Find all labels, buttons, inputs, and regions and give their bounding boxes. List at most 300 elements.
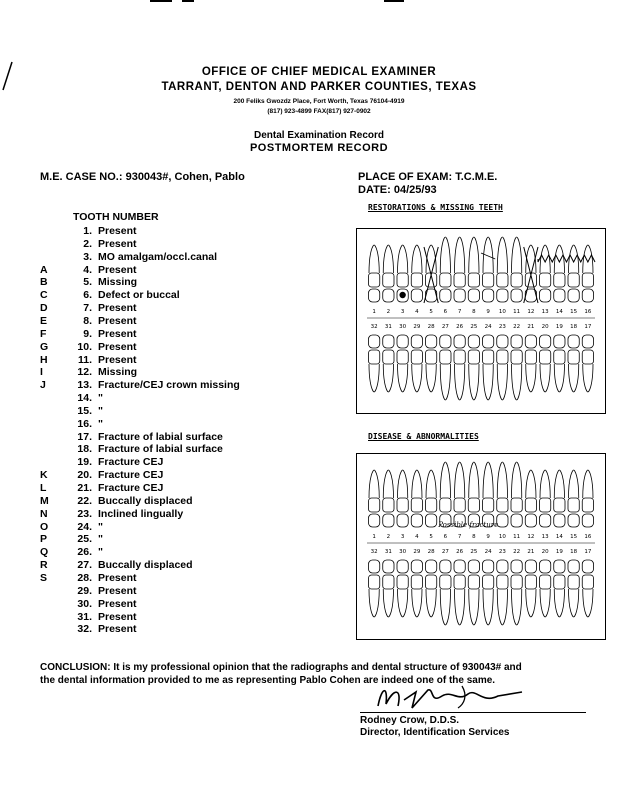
upper-tooth-root (583, 245, 593, 273)
exam-date (358, 184, 437, 196)
upper-tooth-crown (411, 498, 422, 512)
lower-tooth-crown (568, 575, 579, 589)
upper-tooth-crown (483, 498, 494, 512)
lower-tooth-number: 23 (498, 324, 506, 330)
upper-tooth-root (469, 462, 479, 498)
lower-occlusal (483, 560, 494, 573)
upper-tooth-number: 11 (513, 534, 521, 540)
lower-tooth-root (583, 364, 593, 392)
lower-tooth-root (483, 364, 493, 400)
tooth-description: " (98, 533, 103, 546)
upper-tooth-crown (468, 498, 479, 512)
upper-tooth-number: 14 (555, 534, 563, 540)
tooth-description: Present (98, 353, 137, 366)
tooth-number: 6. (83, 289, 92, 302)
tooth-number: 23. (77, 507, 92, 520)
upper-tooth-crown (554, 273, 565, 287)
tooth-description: Present (98, 597, 137, 610)
upper-tooth-root (569, 470, 579, 498)
lower-occlusal (582, 335, 593, 348)
office-title: OFFICE OF CHIEF MEDICAL EXAMINER (201, 66, 437, 78)
tooth-description: Present (98, 610, 137, 623)
tooth-description: " (98, 417, 103, 430)
lower-tooth-root (583, 589, 593, 617)
upper-tooth-number: 4 (415, 309, 419, 315)
upper-tooth-number: 1 (372, 534, 376, 540)
upper-tooth-root (455, 237, 465, 273)
tooth-number: 28. (77, 571, 92, 584)
upper-occlusal (497, 289, 508, 302)
upper-tooth-root (483, 237, 493, 273)
lower-tooth-crown (397, 575, 408, 589)
lower-tooth-number: 20 (541, 549, 549, 555)
lower-tooth-crown (582, 350, 593, 364)
tooth-number: 24. (77, 520, 92, 533)
tooth-description: " (98, 404, 103, 417)
disease-title: DISEASE & ABNORMALITIES (368, 432, 479, 441)
date-value: 04/25/93 (393, 184, 437, 196)
lower-tooth-number: 20 (541, 324, 549, 330)
tooth-number: 4. (83, 263, 92, 276)
lower-tooth-crown (454, 575, 465, 589)
upper-tooth-root (412, 245, 422, 273)
upper-tooth-root (426, 470, 436, 498)
upper-tooth-number: 3 (400, 309, 405, 315)
upper-tooth-number: 15 (570, 534, 578, 540)
upper-tooth-number: 9 (486, 309, 490, 315)
tooth-letter: F (40, 327, 47, 340)
tooth-description: Present (98, 314, 137, 327)
upper-tooth-root (583, 470, 593, 498)
upper-tooth-number: 11 (513, 309, 521, 315)
upper-tooth-crown (568, 273, 579, 287)
tooth-number: 7. (83, 302, 92, 315)
lower-occlusal (568, 335, 579, 348)
lower-tooth-crown (426, 350, 437, 364)
upper-tooth-number: 7 (457, 309, 462, 315)
lower-tooth-crown (468, 575, 479, 589)
upper-tooth-number: 12 (527, 534, 535, 540)
lower-tooth-crown (497, 350, 508, 364)
tooth-description: Present (98, 263, 137, 276)
lower-tooth-root (440, 364, 450, 400)
upper-tooth-crown (440, 498, 451, 512)
date-label: DATE: (358, 184, 391, 196)
lower-tooth-crown (525, 350, 536, 364)
restorations-chart (356, 228, 606, 414)
upper-tooth-number: 8 (472, 309, 476, 315)
lower-occlusal (383, 560, 394, 573)
tooth-letter: K (40, 469, 48, 482)
upper-occlusal (426, 514, 437, 527)
tooth-number: 3. (83, 250, 92, 263)
upper-occlusal (468, 289, 479, 302)
upper-tooth-root (369, 245, 379, 273)
upper-tooth-number: 10 (498, 534, 506, 540)
upper-occlusal (582, 514, 593, 527)
tooth-description: Present (98, 302, 137, 315)
tooth-description: Present (98, 571, 137, 584)
lower-tooth-root (455, 589, 465, 625)
upper-tooth-root (369, 470, 379, 498)
lower-tooth-crown (554, 350, 565, 364)
lower-tooth-crown (540, 350, 551, 364)
lower-tooth-root (469, 589, 479, 625)
upper-tooth-crown (511, 273, 522, 287)
lower-tooth-root (455, 364, 465, 400)
lower-tooth-crown (369, 575, 380, 589)
upper-tooth-crown (554, 498, 565, 512)
upper-tooth-crown (468, 273, 479, 287)
upper-tooth-number: 13 (541, 309, 549, 315)
lower-tooth-number: 27 (441, 549, 449, 555)
lower-tooth-crown (426, 575, 437, 589)
lower-tooth-root (526, 364, 536, 392)
case-label: M.E. CASE NO.: (40, 171, 123, 183)
upper-occlusal (383, 514, 394, 527)
tooth-description: Inclined lingually (98, 507, 184, 520)
lower-tooth-number: 17 (584, 549, 592, 555)
tooth-description: Missing (98, 366, 138, 379)
scan-mark-top (384, 0, 404, 2)
tooth-description: Present (98, 584, 137, 597)
lower-occlusal (540, 560, 551, 573)
lower-tooth-number: 27 (441, 324, 449, 330)
lower-occlusal (582, 560, 593, 573)
lower-tooth-number: 29 (413, 324, 421, 330)
upper-tooth-root (440, 462, 450, 498)
tooth-letter: J (40, 379, 46, 392)
tooth-description: Buccally displaced (98, 559, 193, 572)
lower-tooth-root (483, 589, 493, 625)
tooth-letter: M (40, 494, 49, 507)
tooth-description: Fracture CEJ (98, 469, 164, 482)
upper-tooth-root (512, 237, 522, 273)
lower-tooth-number: 28 (427, 549, 435, 555)
lower-tooth-number: 22 (513, 324, 521, 330)
tooth-description: " (98, 546, 103, 559)
signature-scrawl (372, 682, 532, 714)
upper-tooth-root (554, 245, 564, 273)
lower-tooth-crown (397, 350, 408, 364)
lower-tooth-number: 30 (399, 324, 407, 330)
upper-tooth-number: 14 (555, 309, 563, 315)
lower-occlusal (554, 335, 565, 348)
lower-tooth-root (554, 364, 564, 392)
upper-occlusal (454, 289, 465, 302)
tooth-number: 9. (83, 327, 92, 340)
lower-tooth-crown (483, 350, 494, 364)
lower-occlusal (511, 560, 522, 573)
lower-tooth-root (512, 589, 522, 625)
lower-tooth-crown (540, 575, 551, 589)
lower-tooth-crown (582, 575, 593, 589)
lower-tooth-number: 31 (384, 549, 392, 555)
lower-tooth-root (440, 589, 450, 625)
tooth-description: Present (98, 340, 137, 353)
upper-tooth-crown (582, 273, 593, 287)
upper-tooth-crown (511, 498, 522, 512)
lower-tooth-number: 28 (427, 324, 435, 330)
upper-tooth-number: 3 (400, 534, 405, 540)
tooth-number: 17. (77, 430, 92, 443)
lower-tooth-root (469, 364, 479, 400)
lower-occlusal (468, 560, 479, 573)
tooth-number: 8. (83, 314, 92, 327)
tooth-number: 18. (77, 443, 92, 456)
lower-tooth-root (398, 589, 408, 617)
amalgam-mark (399, 292, 405, 298)
upper-tooth-crown (411, 273, 422, 287)
lower-tooth-root (383, 589, 393, 617)
lower-tooth-number: 25 (470, 549, 478, 555)
tooth-number: 13. (77, 379, 92, 392)
upper-tooth-root (497, 462, 507, 498)
scan-mark-top (150, 0, 172, 2)
upper-occlusal (497, 514, 508, 527)
upper-tooth-number: 6 (443, 534, 448, 540)
tooth-number: 27. (77, 559, 92, 572)
lower-occlusal (440, 335, 451, 348)
upper-tooth-crown (497, 273, 508, 287)
tooth-description: Present (98, 237, 137, 250)
place-label: PLACE OF EXAM: (358, 171, 453, 183)
upper-tooth-crown (540, 498, 551, 512)
upper-occlusal (568, 514, 579, 527)
lower-tooth-root (497, 589, 507, 625)
upper-tooth-root (540, 245, 550, 273)
lower-tooth-number: 24 (484, 324, 492, 330)
tooth-letter: G (40, 340, 49, 353)
upper-tooth-root (554, 470, 564, 498)
upper-tooth-crown (440, 273, 451, 287)
upper-tooth-number: 1 (372, 309, 376, 315)
lower-occlusal (454, 335, 465, 348)
lower-tooth-root (526, 589, 536, 617)
upper-tooth-root (398, 245, 408, 273)
tooth-letter: S (40, 571, 48, 584)
lower-tooth-number: 26 (456, 324, 464, 330)
lower-occlusal (468, 335, 479, 348)
lower-occlusal (397, 560, 408, 573)
tooth-number: 21. (77, 482, 92, 494)
case-value: 930043#, Cohen, Pablo (125, 171, 245, 183)
record-type: Dental Examination Record (253, 130, 385, 141)
lower-tooth-root (412, 589, 422, 617)
missing-tooth-cross (424, 247, 438, 303)
tooth-number: 29. (77, 584, 92, 597)
upper-tooth-number: 5 (429, 534, 433, 540)
upper-tooth-number: 2 (386, 534, 391, 540)
lower-occlusal (411, 560, 422, 573)
upper-tooth-number: 16 (584, 534, 592, 540)
upper-tooth-number: 12 (527, 309, 535, 315)
upper-tooth-crown (582, 498, 593, 512)
upper-tooth-crown (540, 273, 551, 287)
lower-tooth-number: 32 (370, 549, 378, 555)
tooth-description: Defect or buccal (98, 289, 180, 302)
tooth-number: 11. (77, 353, 92, 366)
tooth-letter: C (40, 289, 48, 302)
upper-occlusal (369, 514, 380, 527)
lower-tooth-number: 23 (498, 549, 506, 555)
lower-occlusal (554, 560, 565, 573)
upper-tooth-number: 5 (429, 309, 433, 315)
tooth-number: 19. (77, 456, 92, 469)
conclusion-line-1: CONCLUSION: It is my professional opinion that the radiographs and dental structure of 930043# and (40, 662, 522, 673)
tooth-letter: E (40, 314, 48, 327)
upper-tooth-crown (369, 498, 380, 512)
tooth-description: Buccally displaced (98, 494, 193, 507)
lower-occlusal (454, 560, 465, 573)
lower-tooth-crown (525, 575, 536, 589)
tooth-letter: Q (40, 546, 49, 559)
lower-tooth-crown (440, 350, 451, 364)
upper-tooth-root (540, 470, 550, 498)
lower-tooth-root (383, 364, 393, 392)
upper-tooth-crown (383, 273, 394, 287)
lower-tooth-root (569, 364, 579, 392)
tooth-letter: H (40, 353, 48, 366)
upper-occlusal (582, 289, 593, 302)
fracture-mark (538, 255, 595, 262)
upper-tooth-number: 13 (541, 534, 549, 540)
tooth-number: 31. (77, 610, 92, 623)
tooth-letter: L (40, 482, 47, 494)
lower-occlusal (426, 335, 437, 348)
upper-tooth-root (412, 470, 422, 498)
lower-occlusal (426, 560, 437, 573)
lower-occlusal (525, 560, 536, 573)
upper-occlusal (511, 514, 522, 527)
upper-tooth-root (440, 237, 450, 273)
tooth-number: 16. (77, 417, 92, 430)
lower-tooth-root (426, 589, 436, 617)
tooth-number: 15. (77, 404, 92, 417)
tooth-description: " (98, 392, 103, 405)
lower-tooth-crown (511, 350, 522, 364)
tooth-letter: B (40, 276, 48, 289)
tooth-number: 20. (77, 469, 92, 482)
place-value: T.C.M.E. (455, 171, 498, 183)
tooth-description: Fracture of labial surface (98, 430, 223, 443)
tooth-number: 14. (77, 392, 92, 405)
upper-tooth-crown (454, 498, 465, 512)
tooth-description: Fracture CEJ (98, 456, 164, 469)
upper-tooth-number: 9 (486, 534, 490, 540)
upper-occlusal (383, 289, 394, 302)
lower-occlusal (397, 335, 408, 348)
lower-occlusal (497, 335, 508, 348)
lower-tooth-root (412, 364, 422, 392)
tooth-letter: R (40, 559, 48, 572)
restorations-title: RESTORATIONS & MISSING TEETH (368, 203, 503, 212)
upper-occlusal (369, 289, 380, 302)
signer-name: Rodney Crow, D.D.S. (360, 715, 460, 726)
upper-tooth-root (383, 245, 393, 273)
lower-tooth-crown (369, 350, 380, 364)
upper-tooth-crown (525, 498, 536, 512)
lower-tooth-crown (411, 575, 422, 589)
upper-tooth-root (469, 237, 479, 273)
upper-tooth-number: 16 (584, 309, 592, 315)
upper-occlusal (554, 289, 565, 302)
lower-occlusal (483, 335, 494, 348)
lower-tooth-number: 26 (456, 549, 464, 555)
lower-tooth-crown (468, 350, 479, 364)
lower-tooth-crown (383, 350, 394, 364)
lower-tooth-root (497, 364, 507, 400)
upper-occlusal (411, 289, 422, 302)
lower-occlusal (369, 560, 380, 573)
lower-tooth-crown (383, 575, 394, 589)
lower-tooth-root (554, 589, 564, 617)
lower-tooth-number: 17 (584, 324, 592, 330)
tooth-number: 5. (83, 276, 92, 289)
tooth-description: Fracture/CEJ crown missing (98, 379, 240, 392)
lower-occlusal (497, 560, 508, 573)
scan-mark-top (182, 0, 194, 2)
tooth-number: 1. (83, 225, 92, 237)
tooth-description: Fracture of labial surface (98, 443, 223, 456)
tooth-letter: A (40, 263, 48, 276)
lower-tooth-number: 19 (555, 549, 563, 555)
lower-tooth-root (426, 364, 436, 392)
upper-tooth-crown (497, 498, 508, 512)
upper-occlusal (568, 289, 579, 302)
upper-tooth-number: 2 (386, 309, 391, 315)
lower-tooth-number: 29 (413, 549, 421, 555)
upper-tooth-crown (426, 498, 437, 512)
lower-tooth-crown (554, 575, 565, 589)
upper-tooth-crown (383, 498, 394, 512)
upper-tooth-number: 15 (570, 309, 578, 315)
upper-tooth-root (512, 462, 522, 498)
lower-occlusal (383, 335, 394, 348)
lower-tooth-root (369, 589, 379, 617)
upper-tooth-crown (397, 273, 408, 287)
upper-tooth-root (398, 470, 408, 498)
lower-tooth-root (540, 364, 550, 392)
record-title: POSTMORTEM RECORD (249, 142, 389, 154)
tooth-description: Fracture CEJ (98, 482, 164, 494)
lower-tooth-number: 22 (513, 549, 521, 555)
lower-occlusal (540, 335, 551, 348)
lower-tooth-root (369, 364, 379, 392)
upper-tooth-crown (568, 498, 579, 512)
lower-tooth-crown (440, 575, 451, 589)
lower-tooth-number: 21 (527, 324, 535, 330)
lower-tooth-root (569, 589, 579, 617)
handwritten-note: Possible fracture (438, 521, 499, 529)
lower-occlusal (411, 335, 422, 348)
upper-tooth-number: 10 (498, 309, 506, 315)
upper-occlusal (483, 289, 494, 302)
missing-tooth-cross (524, 247, 538, 303)
upper-tooth-number: 8 (472, 534, 476, 540)
place-of-exam (358, 171, 497, 183)
upper-occlusal (397, 514, 408, 527)
lower-tooth-crown (568, 350, 579, 364)
conclusion-line-2: the dental information provided to me as representing Pablo Cohen are indeed one of the same. (40, 675, 496, 686)
tooth-letter: I (40, 366, 43, 379)
upper-tooth-root (569, 245, 579, 273)
tooth-letter: D (40, 302, 48, 315)
upper-tooth-number: 4 (415, 534, 419, 540)
lower-tooth-crown (483, 575, 494, 589)
lower-tooth-crown (454, 350, 465, 364)
lower-tooth-root (398, 364, 408, 392)
